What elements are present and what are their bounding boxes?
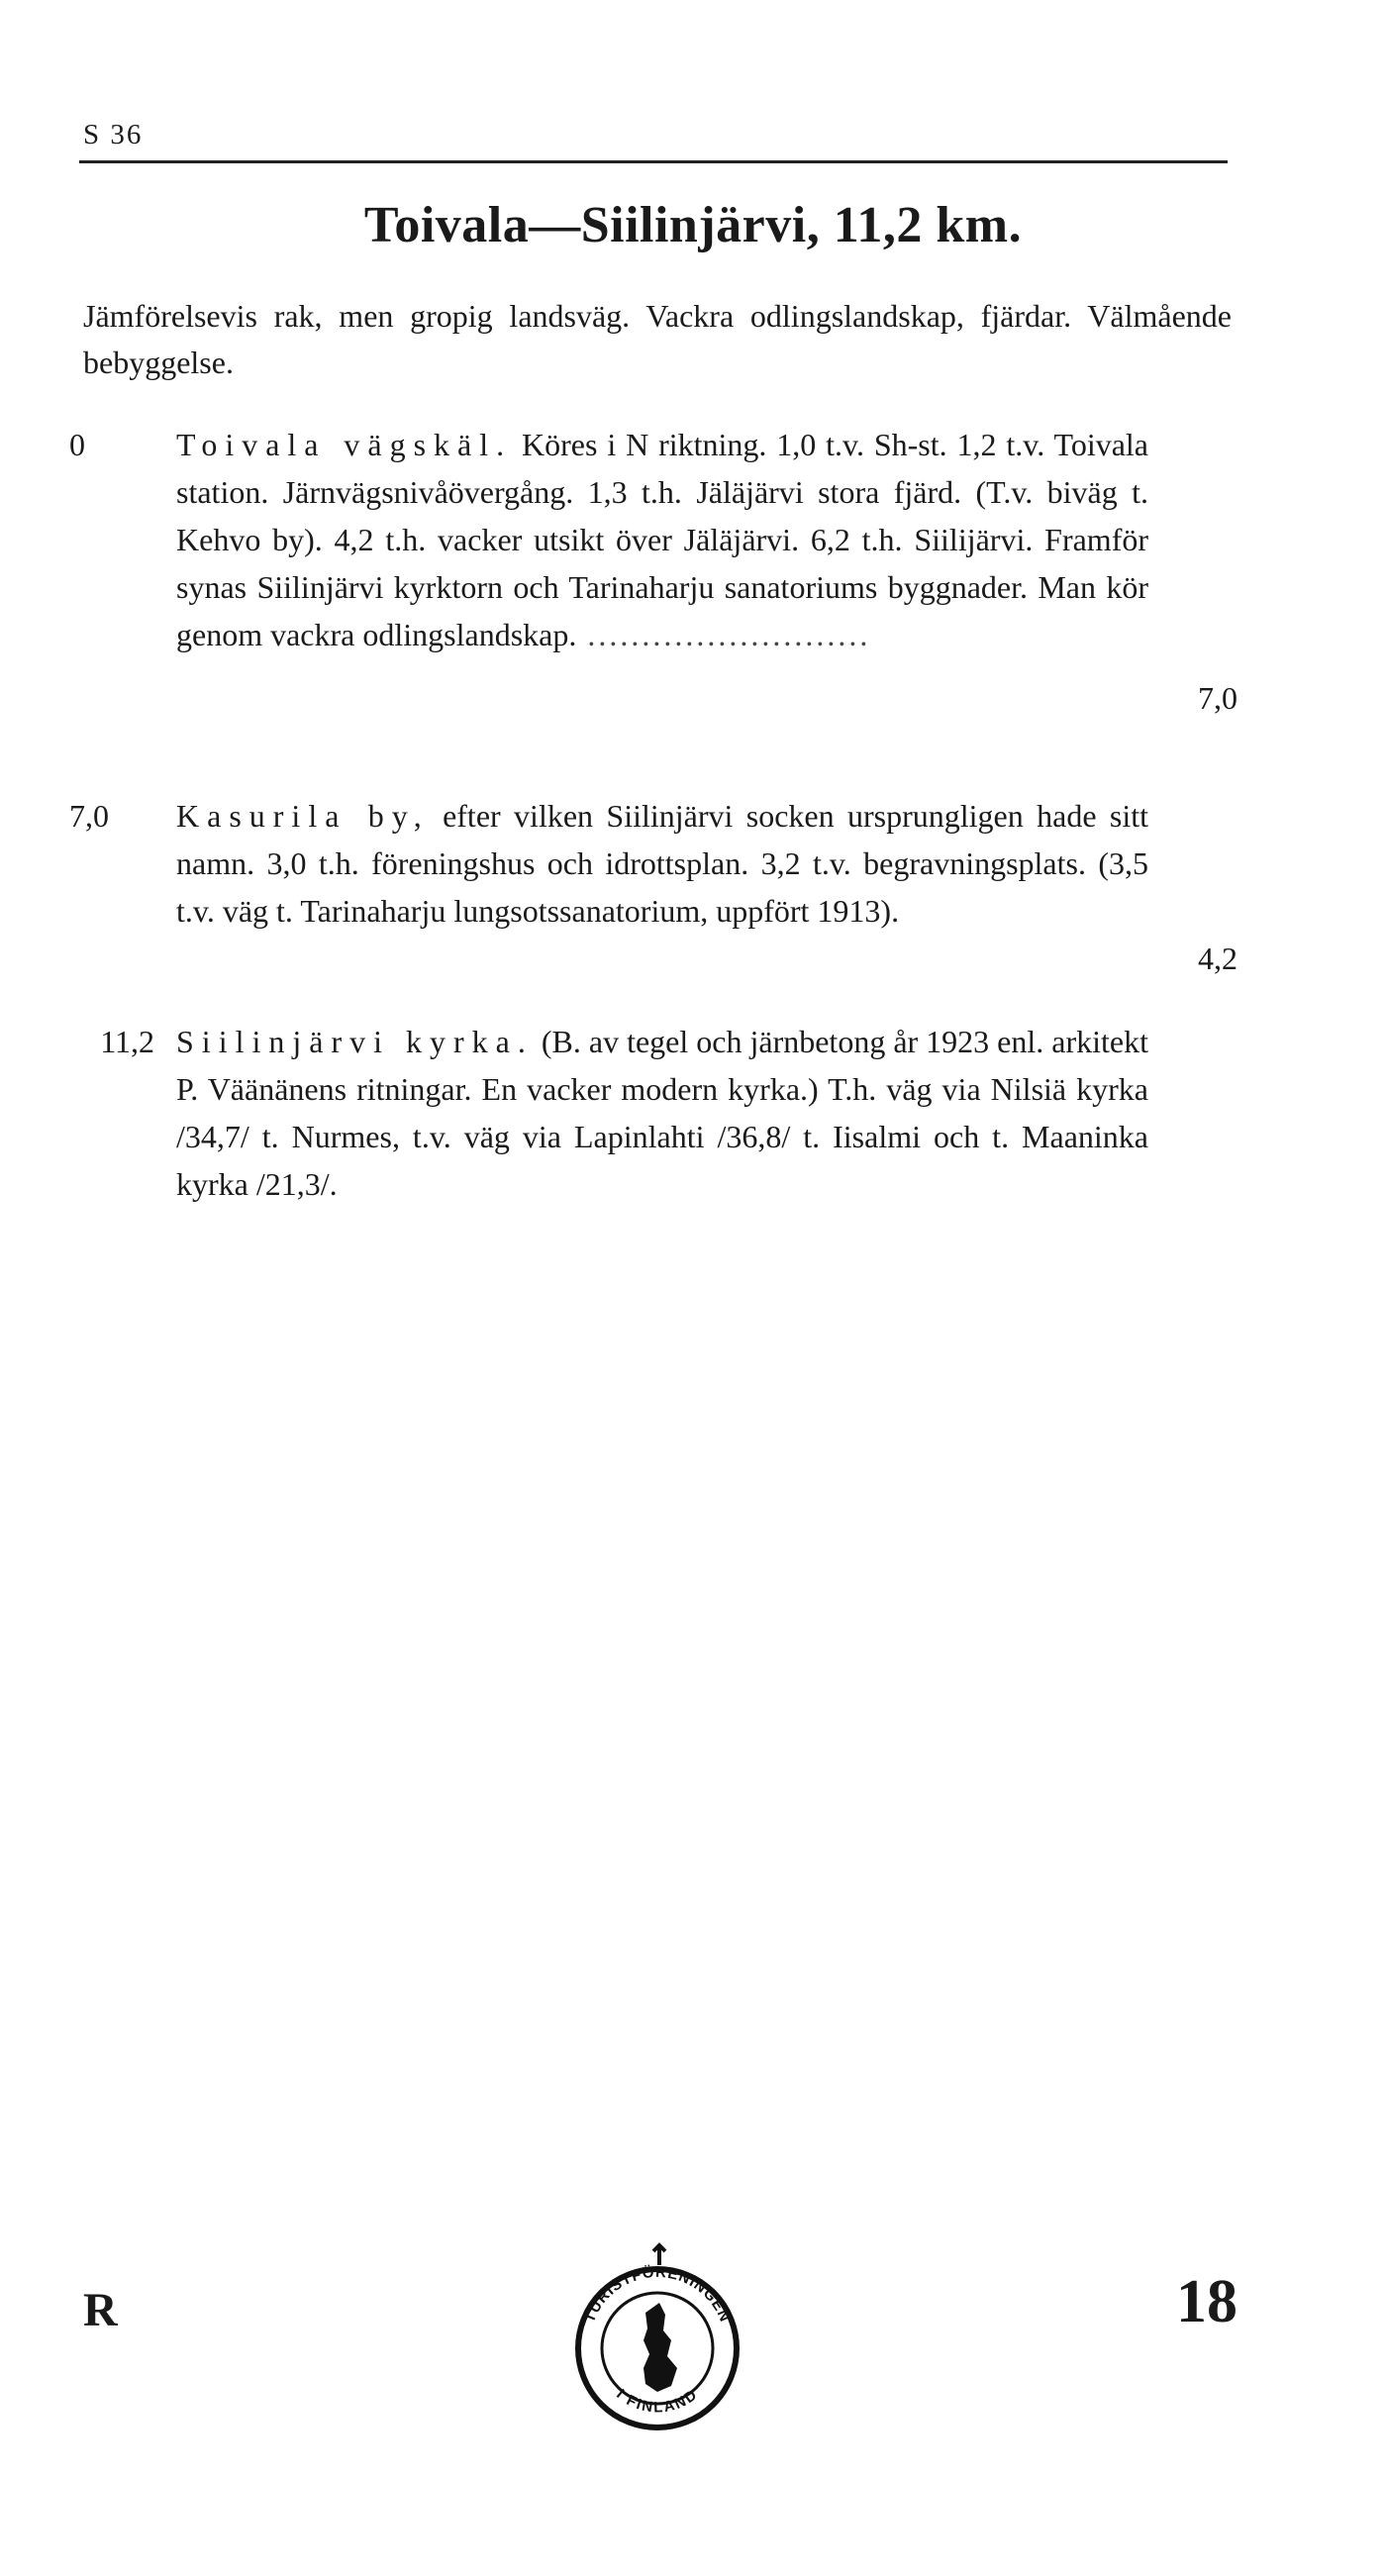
entry-text: Köres i N riktning. 1,0 t.v. Sh-st. 1,2 t.v. Toivala station. Järnvägsnivåövergång. 1,3 t.h. Jäläjärvi stora fjärd. (T.v. biväg t. Kehvo by). 4,2 t.h. vacker utsikt över Jäläjärvi. 6,2 t.h. Siilijärvi. Framför synas Siilinjärvi kyrktorn och Tarinaharju sanatoriums byggnader. Man kör genom vackra odlingslandskap. <box>176 427 1149 652</box>
route-entry <box>0 792 1386 990</box>
tourist-association-emblem-icon <box>568 2237 746 2435</box>
route-entry <box>0 1018 1386 1265</box>
route-entry <box>0 421 1386 757</box>
page-header <box>79 117 1228 163</box>
page-label: S 36 <box>83 119 144 150</box>
route-intro: Jämförelsevis rak, men gropig landsväg. Vackra odlingslandskap, fjärdar. Välmående bebyggelse. <box>83 298 1232 380</box>
svg-text:I FINLAND: I FINLAND <box>613 2385 702 2417</box>
dot-leader: .......................... <box>576 617 871 652</box>
km-distance: 7,0 <box>1198 680 1238 716</box>
km-start: 7,0 <box>69 798 109 834</box>
km-start: 0 <box>69 427 85 462</box>
place-name: Toivala vägskäl. <box>176 427 513 462</box>
entry-text: (B. av tegel och järnbetong år 1923 enl. arkitekt P. Väänänens ritningar. En vacker modern kyrka.) T.h. väg via Nilsiä kyrka /34,7/ t. Nurmes, t.v. väg via Lapinlahti /36,8/ t. Iisalmi och t. Maaninka kyrka /21,3/. <box>176 1024 1149 1202</box>
place-name: Siilinjärvi kyrka. <box>176 1024 534 1059</box>
entry-text: efter vilken Siilinjärvi socken ursprungligen hade sitt namn. 3,0 t.h. föreningshus och idrottsplan. 3,2 t.v. begravningsplats. (3,5 t.v. väg t. Tarinaharju lungsotssanatorium, uppfört 1913). <box>176 798 1149 929</box>
km-distance: 4,2 <box>1198 941 1238 976</box>
place-name: Kasurila by, <box>176 798 430 834</box>
entry-body <box>176 421 1148 658</box>
km-start: 11,2 <box>100 1024 154 1059</box>
svg-text:TURISTFÖRENINGEN: TURISTFÖRENINGEN <box>581 2263 734 2326</box>
entry-body <box>176 1018 1148 1208</box>
footer-mark: R <box>83 2284 118 2336</box>
route-title: Toivala—Siilinjärvi, 11,2 km. <box>363 197 1023 253</box>
entry-body <box>176 792 1148 935</box>
page-number: 18 <box>1176 2268 1238 2335</box>
